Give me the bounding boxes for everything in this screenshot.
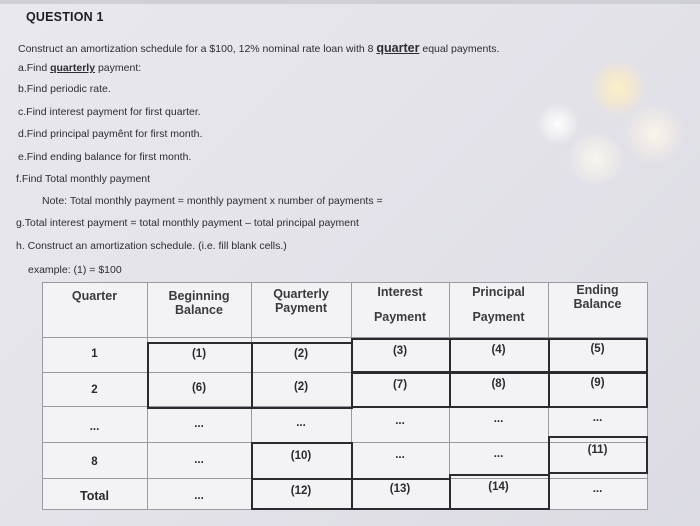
header-ending-balance bbox=[548, 283, 647, 311]
cell-beginning: ... bbox=[194, 418, 204, 430]
cell-principal: (4) bbox=[491, 344, 506, 356]
item-g: g.Total interest payment = total monthly payment – total principal payment bbox=[16, 217, 359, 229]
cell-payment: (2) bbox=[293, 381, 309, 393]
cell-payment: (12) bbox=[290, 485, 312, 497]
cell-quarter: 8 bbox=[91, 456, 98, 468]
light-glare bbox=[536, 104, 580, 144]
cell-quarter: ... bbox=[89, 421, 100, 433]
cell-principal: (14) bbox=[488, 481, 509, 493]
cell-ending: (5) bbox=[590, 343, 605, 355]
cell-ending: (11) bbox=[587, 444, 608, 456]
header-line: Interest bbox=[377, 285, 423, 299]
header-beginning-balance bbox=[147, 289, 251, 317]
header-quarter: Quarter bbox=[71, 289, 118, 303]
item-c: c.Find interest payment for first quarter. bbox=[18, 106, 201, 118]
question-title: QUESTION 1 bbox=[26, 10, 104, 24]
header-line: Payment bbox=[472, 310, 525, 324]
cell-beginning: ... bbox=[194, 454, 204, 466]
cell-interest: ... bbox=[395, 415, 405, 427]
note-line: Note: Total monthly payment = monthly payment x number of payments = bbox=[42, 195, 383, 207]
header-line: Balance bbox=[175, 303, 223, 317]
header-quarterly-payment bbox=[251, 287, 351, 315]
cell-interest: ... bbox=[395, 449, 405, 461]
cell-quarter: 1 bbox=[91, 348, 98, 360]
item-e: e.Find ending balance for first month. bbox=[18, 151, 192, 163]
table-border-left bbox=[42, 282, 43, 510]
header-line: Payment bbox=[274, 301, 328, 315]
item-b: b.Find periodic rate. bbox=[18, 83, 111, 95]
header-line: Ending bbox=[576, 283, 619, 297]
cell-interest: (3) bbox=[392, 345, 408, 357]
header-line: Balance bbox=[573, 297, 622, 311]
item-a-before: a.Find bbox=[18, 62, 51, 74]
cell-payment: (10) bbox=[290, 450, 312, 462]
item-a bbox=[18, 62, 141, 74]
intro-text-bold: quarter bbox=[376, 41, 420, 55]
cell-payment: ... bbox=[296, 417, 306, 429]
cell-interest: (7) bbox=[392, 379, 408, 391]
cell-beginning: ... bbox=[194, 490, 204, 502]
cell-ending: ... bbox=[592, 412, 603, 424]
cell-quarter: Total bbox=[80, 489, 109, 503]
header-interest-payment bbox=[351, 285, 449, 324]
header-line: Beginning bbox=[168, 289, 230, 303]
item-d: d.Find principal paymênt for first month. bbox=[18, 128, 203, 140]
header-line: Principal bbox=[472, 285, 525, 299]
cell-beginning: (6) bbox=[191, 382, 207, 394]
header-line: Quarterly bbox=[273, 287, 329, 301]
cell-ending: (9) bbox=[590, 377, 605, 389]
light-glare bbox=[622, 104, 686, 164]
light-glare bbox=[588, 60, 648, 116]
intro-text-before: Construct an amortization schedule for a $100, 12% nominal rate loan with 8 bbox=[18, 43, 377, 55]
item-h: h. Construct an amortization schedule. (i.e. fill blank cells.) bbox=[16, 240, 287, 252]
cell-ending: ... bbox=[592, 483, 603, 495]
cell-principal: ... bbox=[493, 413, 504, 425]
header-line: Payment bbox=[373, 310, 427, 324]
cell-principal: (8) bbox=[491, 378, 506, 390]
amortization-table bbox=[42, 282, 648, 510]
cell-payment: (2) bbox=[293, 348, 309, 360]
example-line: example: (1) = $100 bbox=[28, 264, 122, 276]
intro-text-after: equal payments. bbox=[419, 43, 500, 55]
item-a-after: payment: bbox=[95, 62, 142, 74]
header-principal-payment bbox=[449, 285, 548, 324]
intro-line bbox=[18, 41, 499, 55]
light-glare bbox=[566, 134, 626, 184]
top-border bbox=[0, 0, 700, 4]
cell-interest: (13) bbox=[389, 483, 411, 495]
item-f: f.Find Total monthly payment bbox=[16, 173, 151, 185]
cell-quarter: 2 bbox=[91, 384, 98, 396]
cell-principal: ... bbox=[493, 448, 504, 460]
cell-beginning: (1) bbox=[191, 348, 207, 360]
item-a-bold: quarterly bbox=[50, 62, 96, 74]
